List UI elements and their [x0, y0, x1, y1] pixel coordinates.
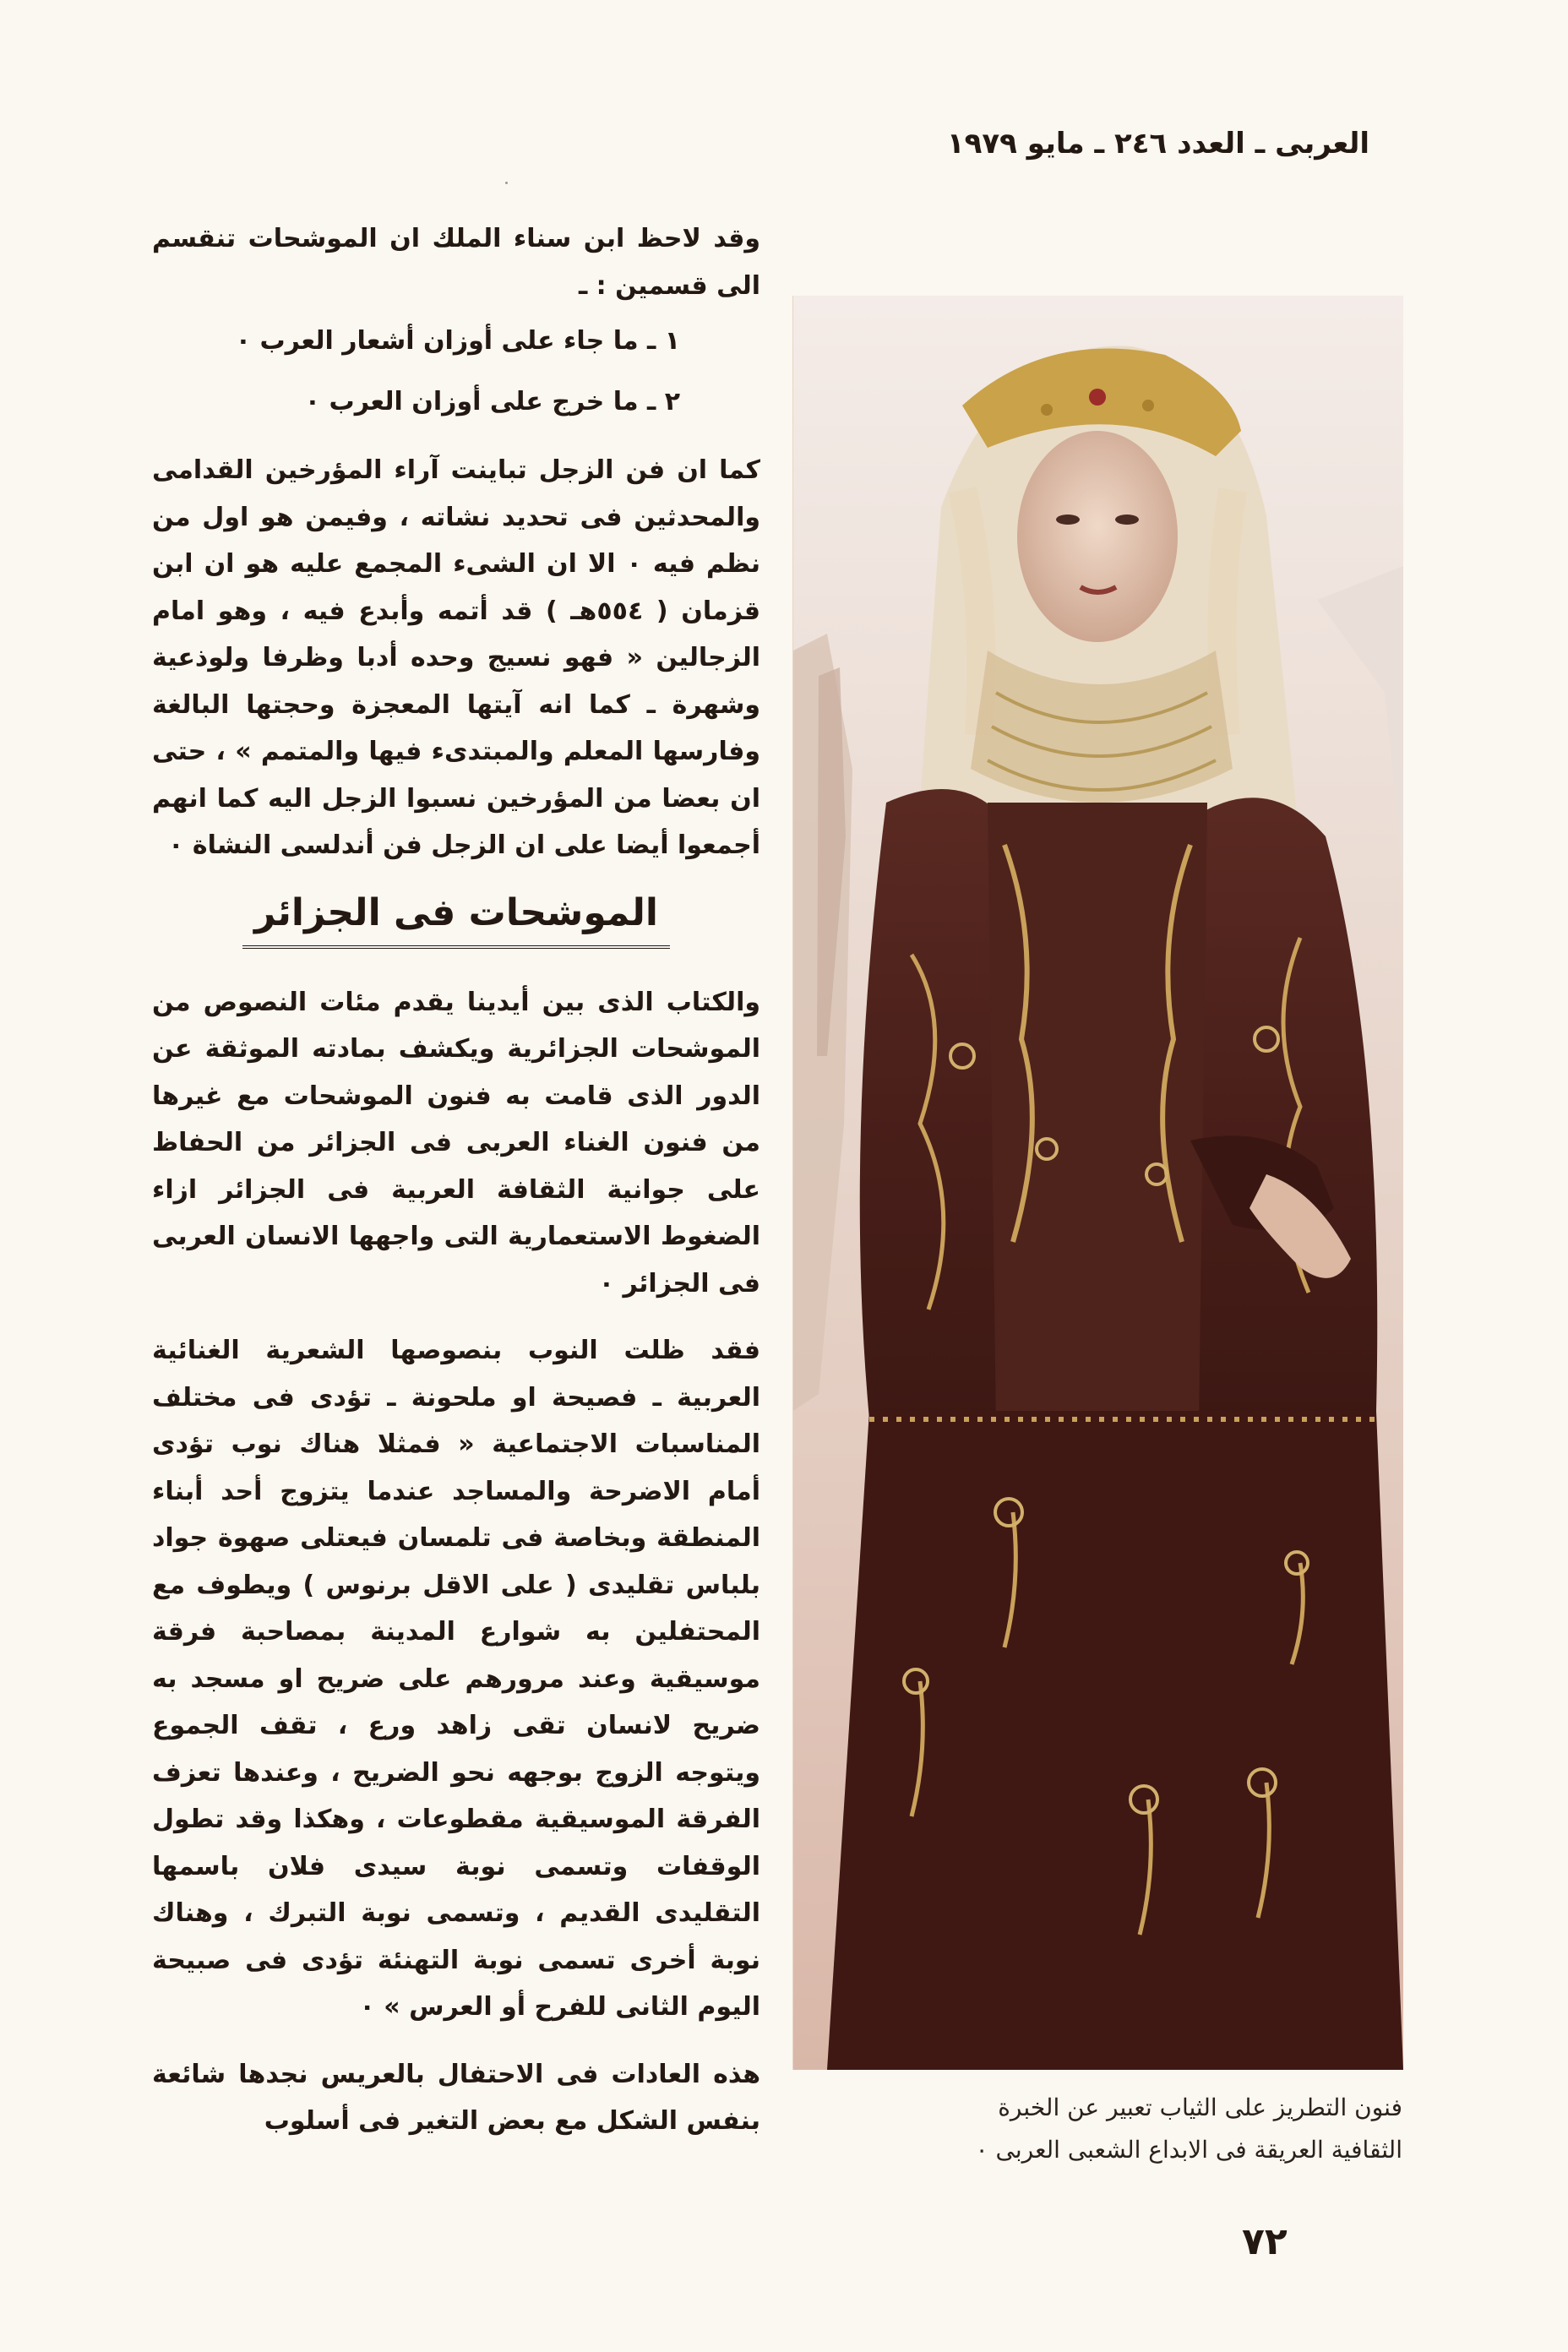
photo-embroidered-dress [792, 296, 1403, 2070]
intro-paragraph: وقد لاحظ ابن سناء الملك ان الموشحات تنقسم الى قسمين : ـ [152, 224, 760, 301]
nuba-paragraph: فقد ظلت النوب بنصوصها الشعرية الغنائية العربية ـ فصيحة او ملحونة ـ تؤدى فى مختلف المناسبات الاجتماعية « فمثلا هناك نوب تؤدى أمام الاضرحة والمساجد عندما يتزوج أحد أبناء المنطقة وبخاصة فى تلمسان فيعتلى صهوة جواد بلباس تقليدى ( على الاقل برنوس ) ويطوف مع المحتفلين به شوارع المدينة بمصاحبة فرقة موسيقية وعند مرورهم على ضريح او مسجد به ضريح لانسان تقى زاهد ورع ، تقف الجموع ويتوجه الزوج بوجهه نحو الضريح ، وعندها تعزف الفرقة الموسيقية مقطوعات ، وهكذا وقد تطول الوقفات وتسمى نوبة سيدى فلان باسمها التقليدى القديم ، وتسمى نوبة التبرك ، وهناك نوبة أخرى تسمى نوبة التهنئة تؤدى فى صبيحة اليوم الثانى للفرح أو العرس » ٠ [152, 1336, 760, 2022]
list-item: ٢ ـ ما خرج على أوزان العرب ٠ [304, 386, 680, 416]
list-item: ١ ـ ما جاء على أوزان أشعار العرب ٠ [235, 326, 680, 356]
section-heading-text: الموشحات فى الجزائر [242, 888, 670, 949]
caption-line: فنون التطريز على الثياب تعبير عن الخبرة [998, 2093, 1402, 2121]
caption-line: الثقافية العريقة فى الابداع الشعبى العربى ٠ [975, 2136, 1402, 2164]
photo-caption [792, 2087, 1402, 2171]
book-paragraph: والكتاب الذى بين أيدينا يقدم مئات النصوص من الموشحات الجزائرية ويكشف بمادته الموثقة عن الدور الذى قامت به فنون الموشحات مع غيرها من فنون الغناء العربى فى الجزائر من الحفاظ على جوانية الثقافة العربية فى الجزائر ازاء الضغوط الاستعمارية التى واجهها الانسان العربى فى الجزائر ٠ [152, 987, 760, 1298]
section-heading [152, 888, 760, 949]
page-number: ٧٢ [1242, 2220, 1288, 2263]
article-text-column [152, 215, 760, 2165]
running-header: العربى ـ العدد ٢٤٦ ـ مايو ١٩٧٩ [946, 127, 1369, 161]
zajal-paragraph: كما ان فن الزجل تباينت آراء المؤرخين القدامى والمحدثين فى تحديد نشاته ، وفيمن هو اول من نظم فيه ٠ الا ان الشىء المجمع عليه هو ان ابن قزمان ( ٥٥٤هـ ) قد أتمه وأبدع فيه ، وهو امام الزجالين « فهو نسيج وحده أدبا وظرفا ولوذعية وشهرة ـ كما انه آيتها المعجزة وحجتها البالغة وفارسها المعلم والمبتدىء فيها والمتمم » ، حتى ان بعضا من المؤرخين نسبوا الزجل اليه كما انهم أجمعوا أيضا على ان الزجل فن أندلسى النشاة ٠ [152, 455, 760, 860]
customs-paragraph: هذه العادات فى الاحتفال بالعريس نجدها شائعة بنفس الشكل مع بعض التغير فى أسلوب [152, 2059, 760, 2136]
photo-illustration [793, 296, 1403, 2070]
print-speck [505, 182, 508, 184]
